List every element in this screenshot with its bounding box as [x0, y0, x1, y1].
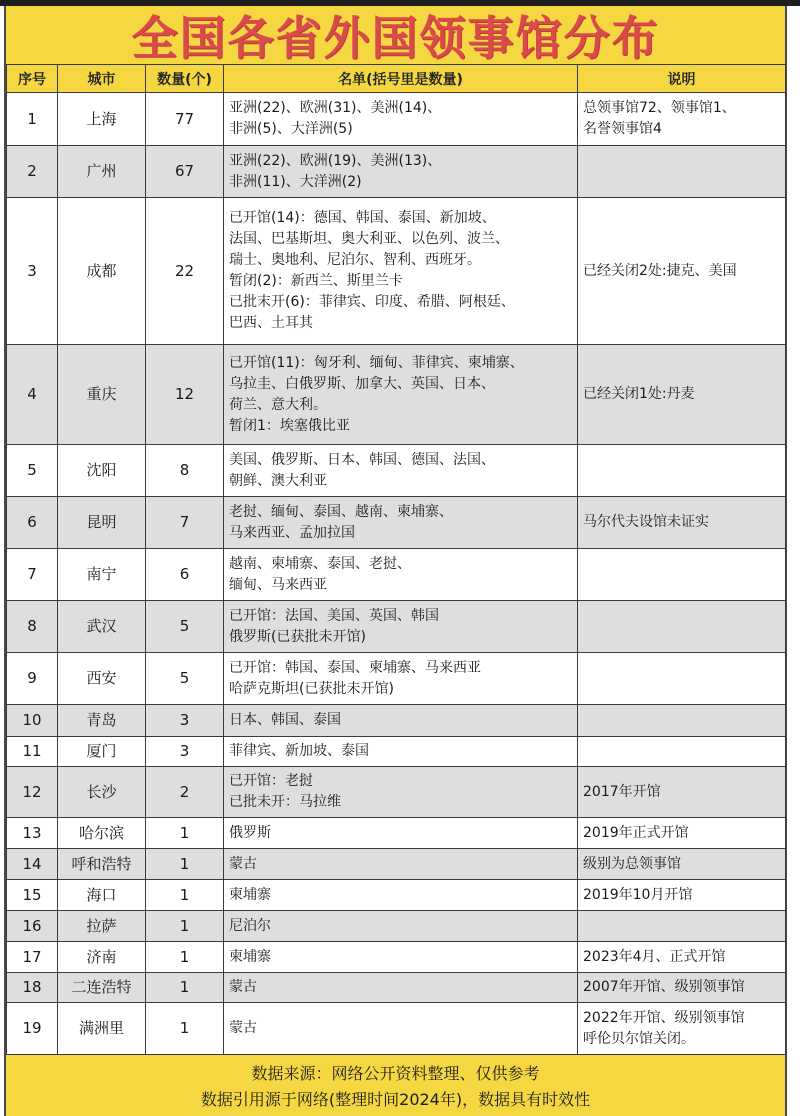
list-line: 非洲(5)、大洋洲(5) — [229, 121, 353, 137]
list-line: 荷兰、意大利。 — [229, 396, 327, 413]
page-title: 全国各省外国领事馆分布 — [131, 11, 660, 65]
row-city: 满洲里 — [58, 1003, 146, 1055]
header-list: 名单(括号里是数量) — [224, 65, 578, 93]
footer-source-note — [6, 1055, 785, 1116]
table-row — [7, 345, 786, 445]
table-row — [7, 146, 786, 198]
row-note — [578, 767, 786, 818]
row-consulate-list — [224, 705, 578, 737]
row-consulate-list — [224, 601, 578, 653]
row-consulate-list — [224, 1003, 578, 1055]
row-count: 1 — [146, 911, 224, 942]
note-line: 级别为总领事馆 — [583, 855, 681, 872]
header-city: 城市 — [58, 65, 146, 93]
row-note — [578, 198, 786, 345]
list-line: 非洲(11)、大洋洲(2) — [229, 173, 362, 190]
row-note — [578, 445, 786, 497]
row-count: 1 — [146, 880, 224, 911]
table-row — [7, 849, 786, 880]
row-count: 1 — [146, 942, 224, 973]
row-index: 12 — [7, 767, 58, 818]
row-count: 7 — [146, 497, 224, 549]
list-line: 亚洲(22)、欧洲(19)、美洲(13)、 — [229, 152, 442, 169]
table-row — [7, 497, 786, 549]
row-consulate-list — [224, 198, 578, 345]
row-city: 西安 — [58, 653, 146, 705]
row-index: 11 — [7, 737, 58, 767]
header-count: 数量(个) — [146, 65, 224, 93]
list-line: 亚洲(22)、欧洲(31)、美洲(14)、 — [229, 100, 442, 116]
row-city: 武汉 — [58, 601, 146, 653]
row-index: 3 — [7, 198, 58, 345]
row-index: 4 — [7, 345, 58, 445]
list-line: 法国、巴基斯坦、奥大利亚、以色列、波兰、 — [229, 231, 509, 247]
note-line: 呼伦贝尔馆关闭。 — [583, 1030, 695, 1047]
row-note — [578, 497, 786, 549]
row-city: 南宁 — [58, 549, 146, 601]
list-line: 菲律宾、新加坡、泰国 — [229, 743, 369, 759]
note-line: 2023年4月、正式开馆 — [583, 948, 726, 965]
row-index: 5 — [7, 445, 58, 497]
row-city: 海口 — [58, 880, 146, 911]
row-index: 14 — [7, 849, 58, 880]
table-row — [7, 911, 786, 942]
note-line: 2022年开馆、级别领事馆 — [583, 1009, 745, 1026]
table-row — [7, 942, 786, 973]
note-line: 总领事馆72、领事馆1、 — [583, 100, 736, 116]
row-index: 16 — [7, 911, 58, 942]
row-count: 67 — [146, 146, 224, 198]
row-note — [578, 549, 786, 601]
list-line: 朝鲜、澳大利亚 — [229, 472, 327, 489]
table-header-row — [7, 65, 786, 93]
row-consulate-list — [224, 345, 578, 445]
list-line: 蒙古 — [229, 979, 257, 995]
row-city: 济南 — [58, 942, 146, 973]
list-line: 美国、俄罗斯、日本、韩国、德国、法国、 — [229, 451, 495, 468]
table-row — [7, 973, 786, 1003]
note-line: 马尔代夫设馆未证实 — [583, 514, 709, 530]
row-city: 青岛 — [58, 705, 146, 737]
row-count: 1 — [146, 818, 224, 849]
list-line: 已开馆：老挝 — [229, 773, 313, 789]
list-line: 巴西、土耳其 — [229, 315, 313, 331]
row-consulate-list — [224, 445, 578, 497]
row-city: 沈阳 — [58, 445, 146, 497]
row-city: 厦门 — [58, 737, 146, 767]
row-consulate-list — [224, 911, 578, 942]
header-index: 序号 — [7, 65, 58, 93]
list-line: 已开馆(11)：匈牙利、缅甸、菲律宾、柬埔寨、 — [229, 354, 524, 371]
row-index: 2 — [7, 146, 58, 198]
row-index: 10 — [7, 705, 58, 737]
table-row — [7, 601, 786, 653]
list-line: 马来西亚、孟加拉国 — [229, 524, 355, 541]
row-index: 8 — [7, 601, 58, 653]
row-count: 2 — [146, 767, 224, 818]
footer-line-2: 数据引用源于网络(整理时间2024年)，数据具有时效性 — [200, 1090, 591, 1109]
row-index: 6 — [7, 497, 58, 549]
row-city: 呼和浩特 — [58, 849, 146, 880]
row-index: 7 — [7, 549, 58, 601]
row-note — [578, 818, 786, 849]
table-body — [7, 93, 786, 1055]
row-note — [578, 737, 786, 767]
row-note — [578, 93, 786, 146]
row-note — [578, 345, 786, 445]
list-line: 已批末开(6)：菲律宾、印度、希腊、阿根廷、 — [229, 294, 515, 310]
table-row — [7, 705, 786, 737]
table-row — [7, 880, 786, 911]
row-consulate-list — [224, 146, 578, 198]
row-city: 拉萨 — [58, 911, 146, 942]
table-row — [7, 818, 786, 849]
row-count: 77 — [146, 93, 224, 146]
note-line: 已经关闭2处:捷克、美国 — [583, 262, 737, 279]
list-line: 暂闭1：埃塞俄比亚 — [229, 417, 350, 434]
row-index: 18 — [7, 973, 58, 1003]
row-consulate-list — [224, 549, 578, 601]
note-line: 2007年开馆、级别领事馆 — [583, 979, 745, 995]
list-line: 越南、柬埔寨、泰国、老挝、 — [229, 555, 411, 572]
row-consulate-list — [224, 818, 578, 849]
list-line: 已开馆：韩国、泰国、柬埔寨、马来西亚 — [229, 659, 481, 676]
row-count: 8 — [146, 445, 224, 497]
list-line: 蒙古 — [229, 1020, 257, 1036]
row-count: 3 — [146, 737, 224, 767]
list-line: 老挝、缅甸、泰国、越南、柬埔寨、 — [229, 503, 453, 520]
list-line: 哈萨克斯坦(已获批未开馆) — [229, 680, 394, 697]
table-row — [7, 445, 786, 497]
row-count: 5 — [146, 601, 224, 653]
list-line: 瑞士、奥地利、尼泊尔、智利、西班牙。 — [229, 252, 481, 268]
row-count: 6 — [146, 549, 224, 601]
note-line: 2017年开馆 — [583, 783, 661, 800]
list-line: 缅甸、马来西亚 — [229, 576, 327, 593]
note-line: 名誉领事馆4 — [583, 121, 662, 137]
list-line: 俄罗斯 — [229, 824, 271, 841]
row-index: 9 — [7, 653, 58, 705]
row-consulate-list — [224, 849, 578, 880]
note-line: 2019年正式开馆 — [583, 824, 689, 841]
list-line: 俄罗斯(已获批未开馆) — [229, 628, 366, 645]
list-line: 已批未开：马拉维 — [229, 794, 341, 810]
note-line: 2019年10月开馆 — [583, 886, 693, 903]
table-row — [7, 767, 786, 818]
table-row — [7, 653, 786, 705]
row-note — [578, 146, 786, 198]
row-count: 22 — [146, 198, 224, 345]
row-count: 1 — [146, 1003, 224, 1055]
row-note — [578, 942, 786, 973]
row-consulate-list — [224, 653, 578, 705]
list-line: 已开馆：法国、美国、英国、韩国 — [229, 607, 439, 624]
row-city: 广州 — [58, 146, 146, 198]
table-row — [7, 1003, 786, 1055]
row-consulate-list — [224, 497, 578, 549]
row-count: 1 — [146, 973, 224, 1003]
row-city: 成都 — [58, 198, 146, 345]
row-count: 3 — [146, 705, 224, 737]
row-city: 哈尔滨 — [58, 818, 146, 849]
header-note: 说明 — [578, 65, 786, 93]
row-index: 17 — [7, 942, 58, 973]
table-row — [7, 93, 786, 146]
row-consulate-list — [224, 880, 578, 911]
row-count: 12 — [146, 345, 224, 445]
list-line: 已开馆(14)：德国、韩国、泰国、新加坡、 — [229, 210, 496, 226]
row-city: 昆明 — [58, 497, 146, 549]
row-consulate-list — [224, 737, 578, 767]
row-note — [578, 653, 786, 705]
list-line: 蒙古 — [229, 855, 257, 872]
row-city: 上海 — [58, 93, 146, 146]
note-line: 已经关闭1处:丹麦 — [583, 386, 695, 402]
row-note — [578, 911, 786, 942]
list-line: 柬埔寨 — [229, 886, 271, 903]
list-line: 尼泊尔 — [229, 917, 271, 934]
footer-line-1: 数据来源：网络公开资料整理、仅供参考 — [251, 1064, 540, 1083]
row-note — [578, 880, 786, 911]
row-city: 二连浩特 — [58, 973, 146, 1003]
list-line: 乌拉圭、白俄罗斯、加拿大、英国、日本、 — [229, 375, 495, 392]
consulate-table — [6, 64, 786, 1055]
table-row — [7, 549, 786, 601]
row-consulate-list — [224, 767, 578, 818]
row-note — [578, 1003, 786, 1055]
row-index: 1 — [7, 93, 58, 146]
row-consulate-list — [224, 93, 578, 146]
list-line: 日本、韩国、泰国 — [229, 712, 341, 728]
row-count: 1 — [146, 849, 224, 880]
row-city: 长沙 — [58, 767, 146, 818]
consulate-distribution-sheet — [4, 6, 787, 1116]
row-note — [578, 705, 786, 737]
row-count: 5 — [146, 653, 224, 705]
list-line: 柬埔寨 — [229, 948, 271, 965]
row-city: 重庆 — [58, 345, 146, 445]
row-note — [578, 601, 786, 653]
row-consulate-list — [224, 973, 578, 1003]
table-row — [7, 198, 786, 345]
row-note — [578, 849, 786, 880]
row-index: 19 — [7, 1003, 58, 1055]
row-note — [578, 973, 786, 1003]
list-line: 暂闭(2)：新西兰、斯里兰卡 — [229, 273, 403, 289]
table-row — [7, 737, 786, 767]
row-consulate-list — [224, 942, 578, 973]
row-index: 15 — [7, 880, 58, 911]
row-index: 13 — [7, 818, 58, 849]
